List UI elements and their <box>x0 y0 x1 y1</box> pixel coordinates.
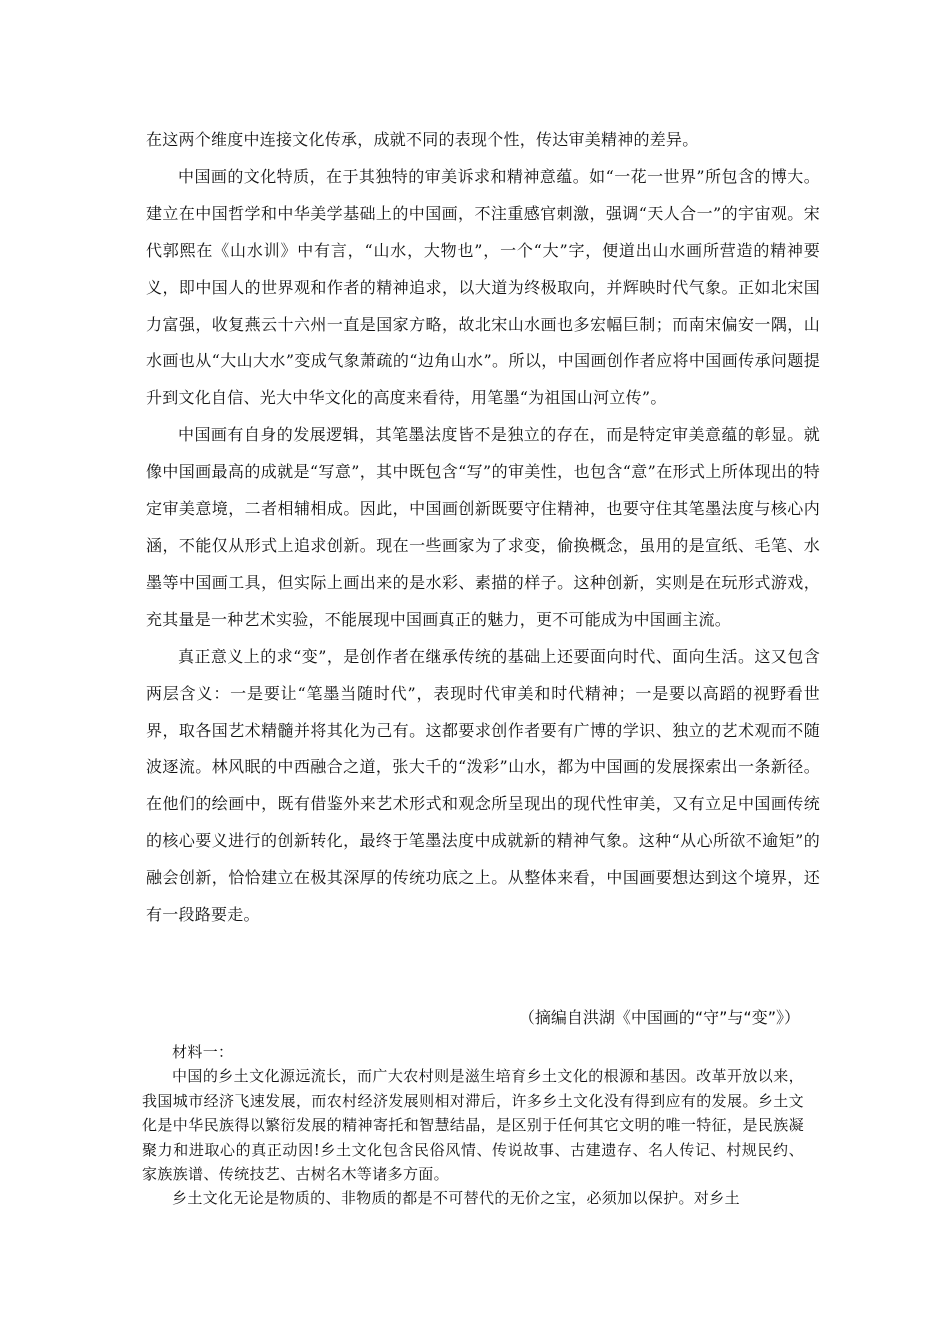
article-paragraph-cultural-traits: 中国画的文化特质，在于其独特的审美诉求和精神意蕴。如“一花一世界”所包含的博大。建立在中国哲学和中华美学基础上的中国画，不注重感官刺激，强调“天人合一”的宇宙观。宋代郭熙在《山水训》中有言，“山水，大物也”，一个“大”字，便道出山水画所营造的精神要义，即中国人的世界观和作者的精神追求，以大道为终极取向，并辉映时代气象。正如北宋国力富强，收复燕云十六州一直是国家方略，故北宋山水画也多宏幅巨制；而南宋偏安一隅，山水画也从“大山大水”变成气象萧疏的“边角山水”。所以，中国画创作者应将中国画传承问题提升到文化自信、光大中华文化的高度来看待，用笔墨“为祖国山河立传”。 <box>146 166 820 408</box>
material-one-section <box>142 1040 804 1211</box>
article-paragraph-continuation: 在这两个维度中连接文化传承，成就不同的表现个性，传达审美精神的差异。 <box>146 130 699 149</box>
article-source-citation: （摘编自洪湖《中国画的“守”与“变”》） <box>518 1008 800 1027</box>
article-paragraph-development-logic: 中国画有自身的发展逻辑，其笔墨法度皆不是独立的存在，而是特定审美意蕴的彰显。就像中国画最高的成就是“写意”，其中既包含“写”的审美性，也包含“意”在形式上所体现出的特定审美意境，二者相辅相成。因此，中国画创新既要守住精神，也要守住其笔墨法度与核心内涵，不能仅从形式上追求创新。现在一些画家为了求变，偷换概念，虽用的是宣纸、毛笔、水墨等中国画工具，但实际上画出来的是水彩、素描的样子。这种创新，实则是在玩形式游戏，充其量是一种艺术实验，不能展现中国画真正的魅力，更不可能成为中国画主流。 <box>146 425 820 629</box>
material-paragraph-rural-culture: 中国的乡土文化源远流长，而广大农村则是滋生培育乡土文化的根源和基因。改革开放以来，我国城市经济飞速发展，而农村经济发展则相对滞后，许多乡土文化没有得到应有的发展。乡土文化是中华民族得以繁衍发展的精神寄托和智慧结晶，是区别于任何其它文明的唯一特征，是民族凝聚力和进取心的真正动因!乡土文化包含民俗风情、传说故事、古建遗存、名人传记、村规民约、家族族谱、传统技艺、古树名木等诸多方面。 <box>142 1067 804 1184</box>
material-heading: 材料一： <box>172 1043 234 1061</box>
material-paragraph-protection: 乡土文化无论是物质的、非物质的都是不可替代的无价之宝，必须加以保护。对乡土 <box>172 1189 740 1208</box>
article-paragraph-true-change: 真正意义上的求“变”，是创作者在继承传统的基础上还要面向时代、面向生活。这又包含两层含义：一是要让“笔墨当随时代”，表现时代审美和时代精神；一是要以高蹈的视野看世界，取各国艺术精髓并将其化为己有。这都要求创作者要有广博的学识、独立的艺术观而不随波逐流。林风眠的中西融合之道，张大千的“泼彩”山水，都为中国画的发展探索出一条新径。在他们的绘画中，既有借鉴外来艺术形式和观念所呈现出的现代性审美，又有立足中国画传统的核心要义进行的创新转化，最终于笔墨法度中成就新的精神气象。这种“从心所欲不逾矩”的融会创新，恰恰建立在极其深厚的传统功底之上。从整体来看，中国画要想达到这个境界，还有一段路要走。 <box>146 646 820 925</box>
article-body <box>146 122 820 934</box>
